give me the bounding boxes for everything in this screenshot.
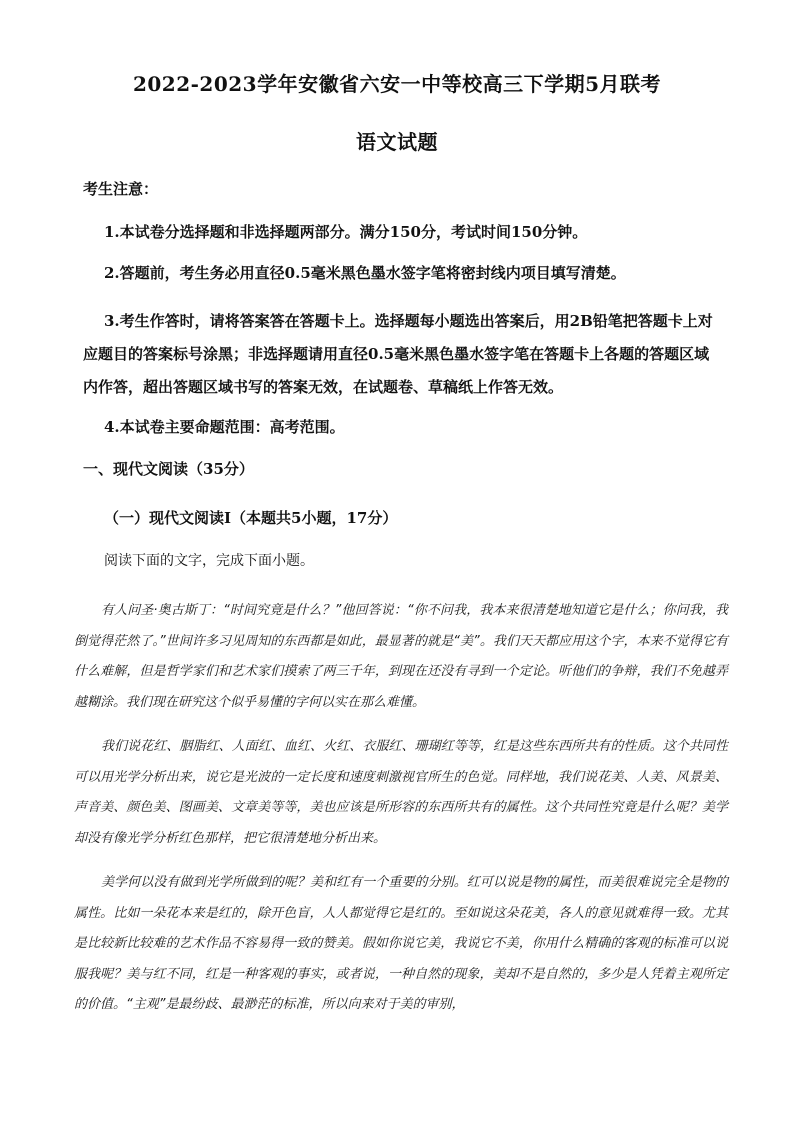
section-title: 一、现代文阅读（35分） [83,460,254,478]
subsection-title: （一）现代文阅读Ⅰ（本题共5小题，17分） [104,509,398,527]
notice-item-1: 1.本试卷分选择题和非选择题两部分。满分150分，考试时间150分钟。 [104,223,588,241]
passage-paragraph-2: 我们说花红、胭脂红、人面红、血红、火红、衣服红、珊瑚红等等，红是这些东西所共有的性质。这个共同性可以用光学分析出来，说它是光波的一定长度和速度刺激视官所生的色觉。同样地，我们说花美、人美、风景美、声音美、颜色美、图画美、文章美等等，美也应该是所形容的东西所共有的属性。这个共同性究竟是什么呢？美学却没有像光学分析红色那样，把它很清楚地分析出来。 [74,739,728,846]
exam-title: 2022-2023学年安徽省六安一中等校高三下学期5月联考 [132,72,662,96]
notice-item-3: 3.考生作答时，请将答案答在答题卡上。选择题每小题选出答案后，用2B铅笔把答题卡上对应题目的答案标号涂黑；非选择题请用直径0.5毫米黑色墨水签字笔在答题卡上各题的答题区域内作答，超出答题区域书写的答案无效，在试题卷、草稿纸上作答无效。 [83,312,713,396]
reading-instruction: 阅读下面的文字，完成下面小题。 [104,552,314,568]
passage-paragraph-3: 美学何以没有做到光学所做到的呢？美和红有一个重要的分别。红可以说是物的属性，而美很难说完全是物的属性。比如一朵花本来是红的，除开色盲，人人都觉得它是红的。至如说这朵花美，各人的意见就难得一致。尤其是比较新比较难的艺术作品不容易得一致的赞美。假如你说它美，我说它不美，你用什么精确的客观的标准可以说服我呢？美与红不同，红是一种客观的事实，或者说，一种自然的现象，美却不是自然的，多少是人凭着主观所定的价值。“主观”是最纷歧、最渺茫的标准，所以向来对于美的审别， [74,875,728,1012]
passage-paragraph-1: 有人问圣·奥古斯丁：“时间究竟是什么？”他回答说：“你不问我，我本来很清楚地知道它是什么；你问我，我倒觉得茫然了。”世间许多习见周知的东西都是如此，最显著的就是“美”。我们天天都应用这个字，本来不觉得它有什么难解，但是哲学家们和艺术家们摸索了两三千年，到现在还没有寻到一个定论。听他们的争辩，我们不免越弄越糊涂。我们现在研究这个似乎易懂的字何以实在那么难懂。 [74,603,728,710]
notice-heading: 考生注意： [83,180,159,198]
exam-subtitle: 语文试题 [356,130,438,154]
notice-item-2: 2.答题前，考生务必用直径0.5毫米黑色墨水签字笔将密封线内项目填写清楚。 [104,264,626,282]
notice-item-4: 4.本试卷主要命题范围：高考范围。 [104,418,345,436]
